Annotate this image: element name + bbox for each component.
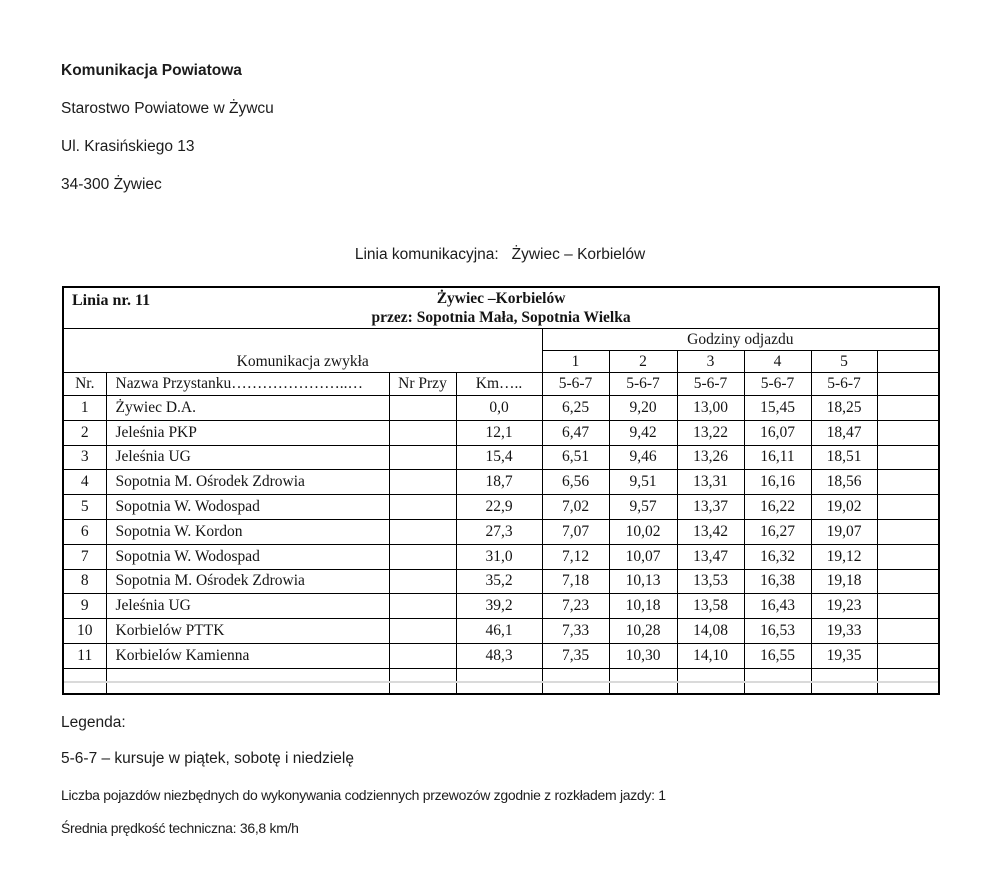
table-title-cell [63, 287, 939, 329]
time-cell: 7,33 [542, 619, 609, 644]
legend-speed-note: Średnia prędkość techniczna: 36,8 km/h [61, 820, 299, 836]
col-header-nr: Nr. [63, 373, 106, 396]
time-cell: 7,18 [542, 569, 609, 594]
nr-przy-cell [389, 643, 456, 668]
nr-przy-cell [389, 420, 456, 445]
departure-number-cell: 4 [744, 351, 811, 373]
stop-name-cell: Żywiec D.A. [106, 396, 389, 421]
day-code-cell: 5-6-7 [542, 373, 609, 396]
stop-name-cell: Jeleśnia PKP [106, 420, 389, 445]
letterhead-street: Ul. Krasińskiego 13 [61, 138, 195, 155]
day-code-cell: 5-6-7 [677, 373, 744, 396]
nr-przy-cell [389, 470, 456, 495]
time-cell: 19,35 [811, 643, 877, 668]
km-cell: 0,0 [456, 396, 542, 421]
table-row [63, 396, 939, 421]
table-row [63, 445, 939, 470]
stop-nr-cell: 3 [63, 445, 106, 470]
nr-przy-cell [389, 495, 456, 520]
km-cell: 46,1 [456, 619, 542, 644]
stop-name-cell: Jeleśnia UG [106, 594, 389, 619]
stop-name-cell: Jeleśnia UG [106, 445, 389, 470]
document-title: Linia komunikacyjna: Żywiec – Korbielów [354, 246, 646, 263]
time-cell: 19,23 [811, 594, 877, 619]
time-cell: 18,47 [811, 420, 877, 445]
group-header-row [63, 329, 939, 351]
stop-nr-cell: 4 [63, 470, 106, 495]
column-header-row [63, 373, 939, 396]
nr-przy-cell [389, 569, 456, 594]
time-cell: 10,13 [609, 569, 677, 594]
time-cell: 19,07 [811, 519, 877, 544]
time-cell: 16,22 [744, 495, 811, 520]
time-cell: 10,07 [609, 544, 677, 569]
time-cell: 13,00 [677, 396, 744, 421]
time-cell: 16,32 [744, 544, 811, 569]
table-row [63, 420, 939, 445]
time-cell: 10,02 [609, 519, 677, 544]
stop-name-cell: Korbielów PTTK [106, 619, 389, 644]
time-cell: 16,11 [744, 445, 811, 470]
spare-cell [877, 445, 939, 470]
nr-przy-cell [389, 544, 456, 569]
time-cell: 13,37 [677, 495, 744, 520]
departure-number-cell: 3 [677, 351, 744, 373]
stop-nr-cell: 11 [63, 643, 106, 668]
time-cell: 6,56 [542, 470, 609, 495]
time-cell: 16,55 [744, 643, 811, 668]
legend-day-code-explanation: 5-6-7 – kursuje w piątek, sobotę i niedzielę [61, 750, 354, 767]
spare-cell [877, 643, 939, 668]
time-cell: 13,31 [677, 470, 744, 495]
departure-number-cell: 1 [542, 351, 609, 373]
nr-przy-cell [389, 396, 456, 421]
route-title: Żywiec –Korbielów [436, 290, 566, 307]
time-cell: 16,53 [744, 619, 811, 644]
nr-przy-cell [389, 619, 456, 644]
legend-heading: Legenda: [61, 714, 126, 731]
time-cell: 14,10 [677, 643, 744, 668]
spare-cell [877, 619, 939, 644]
stop-name-cell: Sopotnia W. Wodospad [106, 495, 389, 520]
spare-cell [877, 544, 939, 569]
legend-vehicles-note: Liczba pojazdów niezbędnych do wykonywania codziennych przewozów zgodnie z rozkładem jazdy: 1 [61, 787, 666, 803]
route-via: przez: Sopotnia Mała, Sopotnia Wielka [371, 309, 631, 326]
time-cell: 13,47 [677, 544, 744, 569]
col-header-name: Nazwa Przystanku…………………..… [106, 373, 389, 396]
spare-cell [877, 396, 939, 421]
table-row [63, 594, 939, 619]
km-cell: 15,4 [456, 445, 542, 470]
time-cell: 19,02 [811, 495, 877, 520]
nr-przy-cell [389, 519, 456, 544]
time-cell: 13,58 [677, 594, 744, 619]
time-cell: 10,30 [609, 643, 677, 668]
departure-number-cell: 2 [609, 351, 677, 373]
time-cell: 9,57 [609, 495, 677, 520]
scan-shadow-line [64, 681, 938, 683]
spare-cell [877, 594, 939, 619]
time-cell: 16,16 [744, 470, 811, 495]
letterhead-organization: Komunikacja Powiatowa [61, 62, 242, 79]
time-cell: 9,51 [609, 470, 677, 495]
table-row [63, 569, 939, 594]
time-cell: 10,28 [609, 619, 677, 644]
time-cell: 10,18 [609, 594, 677, 619]
time-cell: 18,51 [811, 445, 877, 470]
km-cell: 48,3 [456, 643, 542, 668]
time-cell: 6,51 [542, 445, 609, 470]
spare-cell [877, 569, 939, 594]
line-number-label: Linia nr. 11 [72, 292, 151, 309]
time-cell: 16,43 [744, 594, 811, 619]
km-cell: 27,3 [456, 519, 542, 544]
table-row [63, 619, 939, 644]
nr-przy-cell [389, 445, 456, 470]
time-cell: 19,12 [811, 544, 877, 569]
group-header-right: Godziny odjazdu [542, 329, 939, 351]
day-code-cell: 5-6-7 [609, 373, 677, 396]
time-cell: 6,47 [542, 420, 609, 445]
time-cell: 7,07 [542, 519, 609, 544]
stop-name-cell: Sopotnia M. Ośrodek Zdrowia [106, 470, 389, 495]
table-title-row [63, 287, 939, 329]
stop-name-cell: Sopotnia W. Kordon [106, 519, 389, 544]
time-cell: 7,12 [542, 544, 609, 569]
stop-nr-cell: 1 [63, 396, 106, 421]
time-cell: 19,18 [811, 569, 877, 594]
spare-cell [877, 420, 939, 445]
departure-number-cell: 5 [811, 351, 877, 373]
time-cell: 18,25 [811, 396, 877, 421]
nr-przy-cell [389, 594, 456, 619]
table-row [63, 519, 939, 544]
time-cell: 13,26 [677, 445, 744, 470]
stop-nr-cell: 8 [63, 569, 106, 594]
table-row [63, 495, 939, 520]
time-cell: 15,45 [744, 396, 811, 421]
km-cell: 31,0 [456, 544, 542, 569]
group-header-left: Komunikacja zwykła [63, 329, 542, 373]
spare-cell [877, 495, 939, 520]
time-cell: 13,42 [677, 519, 744, 544]
day-code-cell: 5-6-7 [744, 373, 811, 396]
time-cell: 7,02 [542, 495, 609, 520]
time-cell: 6,25 [542, 396, 609, 421]
km-cell: 12,1 [456, 420, 542, 445]
km-cell: 22,9 [456, 495, 542, 520]
stop-nr-cell: 9 [63, 594, 106, 619]
time-cell: 16,38 [744, 569, 811, 594]
time-cell: 9,42 [609, 420, 677, 445]
table-row [63, 544, 939, 569]
col-header-nrprzy: Nr Przy [389, 373, 456, 396]
time-cell: 9,20 [609, 396, 677, 421]
stop-nr-cell: 7 [63, 544, 106, 569]
time-cell: 9,46 [609, 445, 677, 470]
stop-nr-cell: 6 [63, 519, 106, 544]
stop-nr-cell: 5 [63, 495, 106, 520]
km-cell: 18,7 [456, 470, 542, 495]
time-cell: 16,27 [744, 519, 811, 544]
spare-cell [877, 470, 939, 495]
empty-header-cell [877, 351, 939, 373]
letterhead-office: Starostwo Powiatowe w Żywcu [61, 100, 274, 117]
timetable [62, 286, 940, 695]
time-cell: 19,33 [811, 619, 877, 644]
time-cell: 7,23 [542, 594, 609, 619]
stop-nr-cell: 10 [63, 619, 106, 644]
spare-cell [877, 519, 939, 544]
stop-name-cell: Sopotnia W. Wodospad [106, 544, 389, 569]
time-cell: 13,22 [677, 420, 744, 445]
time-cell: 16,07 [744, 420, 811, 445]
col-header-km: Km….. [456, 373, 542, 396]
table-row [63, 470, 939, 495]
time-cell: 13,53 [677, 569, 744, 594]
time-cell: 7,35 [542, 643, 609, 668]
time-cell: 14,08 [677, 619, 744, 644]
km-cell: 39,2 [456, 594, 542, 619]
stop-nr-cell: 2 [63, 420, 106, 445]
stop-name-cell: Korbielów Kamienna [106, 643, 389, 668]
table-row [63, 643, 939, 668]
stop-name-cell: Sopotnia M. Ośrodek Zdrowia [106, 569, 389, 594]
day-code-cell: 5-6-7 [811, 373, 877, 396]
letterhead-city: 34-300 Żywiec [61, 176, 162, 193]
time-cell: 18,56 [811, 470, 877, 495]
km-cell: 35,2 [456, 569, 542, 594]
empty-header-cell [877, 373, 939, 396]
